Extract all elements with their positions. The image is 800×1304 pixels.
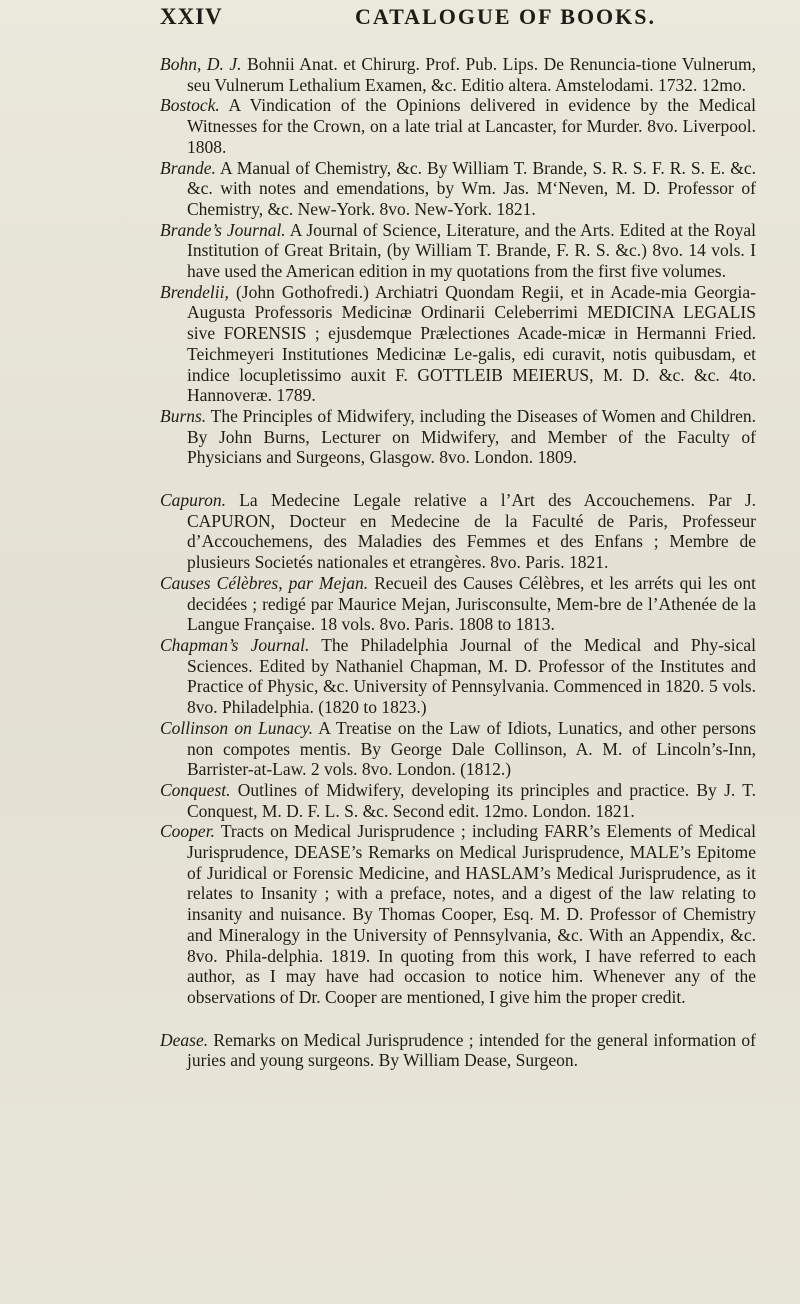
- catalogue-entry: [160, 220, 756, 282]
- entry-author: Collinson on Lunacy.: [160, 717, 313, 738]
- entry-description: A Journal of Science, Literature, and the Arts. Edited at the Royal Institution of Great Britain, (by William T. Brande, F. R. S. &c.) 8vo. 14 vols. I have used the American edition in my quotations from the first five volumes.: [187, 219, 756, 282]
- entry-description: A Manual of Chemistry, &c. By William T. Brande, S. R. S. F. R. S. E. &c. &c. with notes and emendations, by Wm. Jas. M‘Neven, M. D. Professor of Chemistry, &c. New-York. 8vo. New-York. 1821.: [187, 157, 756, 219]
- entry-author: Cooper.: [160, 821, 215, 842]
- entry-description: Remarks on Medical Jurisprudence ; intended for the general information of juries and young surgeons. By William Dease, Surgeon.: [187, 1029, 756, 1071]
- entry-author: Causes Célèbres, par Mejan.: [160, 572, 369, 593]
- entry-description: (John Gothofredi.) Archiatri Quondam Regii, et in Acade-mia Georgia-Augusta Professoris Medicinæ Ordinarii Celeberrimi MEDICINA LEGALIS sive FORENSIS ; ejusdemque Prælectiones Acade-micæ in Hermanni Fried. Teichmeyeri Institutiones Medicinæ Le-galis, edi curavit, notis quibusdam, et indice locupletissimo auxit F. GOTTLEIB MEIERUS, M. D. &c. &c. 4to. Hannoveræ. 1789.: [187, 281, 756, 406]
- entry-description: The Philadelphia Journal of the Medical and Phy-sical Sciences. Edited by Nathaniel Chapman, M. D. Professor of the Institutes and Practice of Physic, &c. University of Pennsylvania. Commenced in 1820. 5 vols. 8vo. Philadelphia. (1820 to 1823.): [187, 634, 756, 718]
- catalogue-entry: [160, 158, 756, 220]
- entry-author: Capuron.: [160, 490, 226, 511]
- page-number: XXIV: [160, 4, 223, 29]
- catalogue-entry: [160, 54, 756, 95]
- entry-author: Brendelii,: [160, 281, 229, 302]
- catalogue-entry: [160, 282, 756, 406]
- catalogue-entry: [160, 821, 756, 1007]
- entry-author: Chapman’s Journal.: [160, 634, 310, 655]
- entry-description: A Treatise on the Law of Idiots, Lunatics, and other persons non compotes mentis. By George Dale Collinson, A. M. of Lincoln’s-Inn, Barrister-at-Law. 2 vols. 8vo. London. (1812.): [187, 717, 756, 780]
- entry-description: La Medecine Legale relative a l’Art des Accouchemens. Par J. CAPURON, Docteur en Medecine de la Faculté de Paris, Professeur d’Accouchemens, des Maladies des Femmes et des Enfans ; Membre de plusieurs Societés nationales et etrangères. 8vo. Paris. 1821.: [187, 490, 757, 573]
- entry-author: Burns.: [160, 405, 207, 426]
- catalogue-entry: [160, 635, 756, 718]
- entry-author: Bostock.: [160, 95, 220, 116]
- catalogue-entry: [160, 718, 756, 780]
- entry-description: Recueil des Causes Célèbres, et les arréts qui les ont decidées ; redigé par Maurice Mejan, Jurisconsulte, Mem-bre de l’Athenée de la Langue Française. 18 vols. 8vo. Paris. 1808 to 1813.: [187, 572, 757, 635]
- entry-description: Outlines of Midwifery, developing its principles and practice. By J. T. Conquest, M. D. F. L. S. &c. Second edit. 12mo. London. 1821.: [187, 779, 757, 821]
- catalogue-entry: [160, 573, 756, 635]
- page-header: [160, 0, 756, 48]
- catalogue-entry: [160, 95, 756, 157]
- entry-author: Conquest.: [160, 779, 231, 800]
- entry-author: Brande.: [160, 157, 216, 178]
- entry-description: The Principles of Midwifery, including the Diseases of Women and Children. By John Burns, Lecturer on Midwifery, and Member of the Faculty of Physicians and Surgeons, Glasgow. 8vo. London. 1809.: [187, 405, 756, 468]
- entry-description: A Vindication of the Opinions delivered in evidence by the Medical Witnesses for the Crown, on a late trial at Lancaster, for Murder. 8vo. Liverpool. 1808.: [187, 95, 756, 157]
- entry-author: Dease.: [160, 1029, 209, 1050]
- catalogue-entry: [160, 1030, 756, 1071]
- entry-author: Brande’s Journal.: [160, 219, 286, 240]
- catalogue-entry: [160, 490, 756, 573]
- entry-description: Tracts on Medical Jurisprudence ; including FARR’s Elements of Medical Jurisprudence, DEASE’s Remarks on Medical Jurisprudence, MALE’s Epitome of Juridical or Forensic Medicine, and HASLAM’s Medical Jurisprudence, as it relates to Insanity ; with a preface, notes, and a digest of the law relating to insanity and nuisance. By Thomas Cooper, Esq. M. D. Professor of Chemistry and Mineralogy in the University of Pennsylvania, &c. With an Appendix, &c. 8vo. Phila-delphia. 1819. In quoting from this work, I have referred to each author, as I may have had occasion to notice him. Whenever any of the observations of Dr. Cooper are mentioned, I give him the proper credit.: [187, 821, 756, 1007]
- catalogue-entries: [160, 54, 756, 1071]
- entry-description: Bohnii Anat. et Chirurg. Prof. Pub. Lips. De Renuncia-tione Vulnerum, seu Vulnerum Lethalium Examen, &c. Editio altera. Amstelodami. 1732. 12mo.: [187, 54, 756, 95]
- catalogue-entry: [160, 780, 756, 821]
- catalogue-entry: [160, 406, 756, 468]
- running-title: CATALOGUE OF BOOKS.: [355, 4, 657, 29]
- entry-author: Bohn, D. J.: [160, 54, 242, 74]
